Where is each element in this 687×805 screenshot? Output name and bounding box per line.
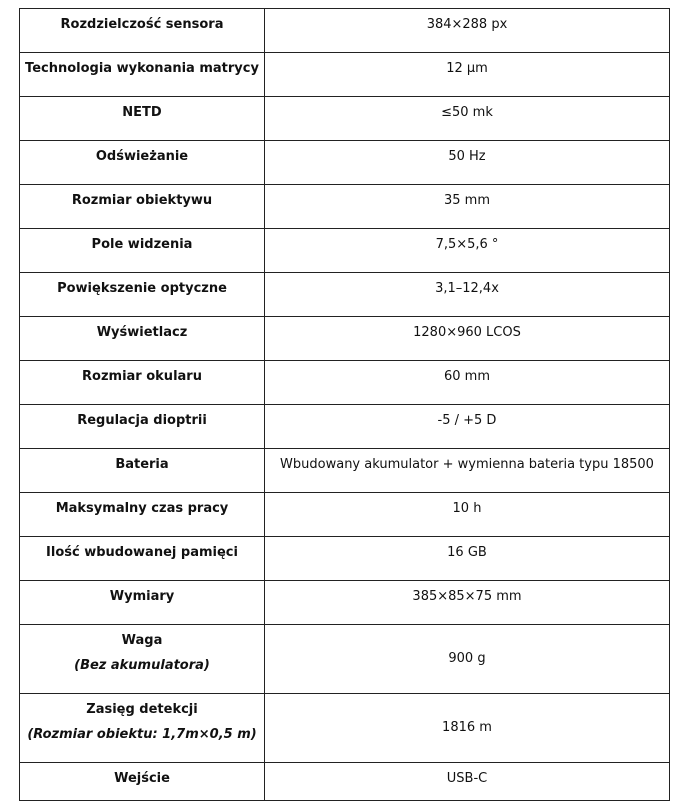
table-row xyxy=(20,317,670,361)
spec-label: Ilość wbudowanej pamięci xyxy=(20,537,265,581)
spec-label: Rozmiar obiektywu xyxy=(20,185,265,229)
spec-value: 16 GB xyxy=(265,537,670,581)
spec-value: 384×288 px xyxy=(265,9,670,53)
spec-label: Rozmiar okularu xyxy=(20,361,265,405)
table-row xyxy=(20,694,670,763)
spec-value: 50 Hz xyxy=(265,141,670,185)
table-row xyxy=(20,229,670,273)
spec-note: (Rozmiar obiektu: 1,7m×0,5 m) xyxy=(27,727,257,742)
table-row xyxy=(20,493,670,537)
table-row xyxy=(20,97,670,141)
table-row xyxy=(20,361,670,405)
spec-value: 7,5×5,6 ° xyxy=(265,229,670,273)
spec-label: Technologia wykonania matrycy xyxy=(20,53,265,97)
spec-label: NETD xyxy=(20,97,265,141)
spec-value: ≤50 mk xyxy=(265,97,670,141)
spec-label: Rozdzielczość sensora xyxy=(20,9,265,53)
spec-value: 385×85×75 mm xyxy=(265,581,670,625)
spec-value: 60 mm xyxy=(265,361,670,405)
table-row xyxy=(20,273,670,317)
spec-label: Waga xyxy=(121,633,163,648)
table-row xyxy=(20,537,670,581)
table-row xyxy=(20,185,670,229)
spec-value: 12 µm xyxy=(265,53,670,97)
spec-note: (Bez akumulatora) xyxy=(74,658,210,673)
spec-label: Regulacja dioptrii xyxy=(20,405,265,449)
table-row xyxy=(20,449,670,493)
spec-value: 1280×960 LCOS xyxy=(265,317,670,361)
spec-value: 10 h xyxy=(265,493,670,537)
table-row xyxy=(20,581,670,625)
spec-value: 3,1–12,4x xyxy=(265,273,670,317)
spec-label-cell xyxy=(20,694,265,763)
spec-table xyxy=(19,8,670,801)
spec-label: Pole widzenia xyxy=(20,229,265,273)
spec-value: 900 g xyxy=(265,625,670,694)
spec-label: Odświeżanie xyxy=(20,141,265,185)
spec-value: USB-C xyxy=(265,763,670,801)
spec-value: 35 mm xyxy=(265,185,670,229)
spec-label-cell xyxy=(20,625,265,694)
table-row xyxy=(20,141,670,185)
table-row xyxy=(20,763,670,801)
spec-label: Wymiary xyxy=(20,581,265,625)
spec-label: Bateria xyxy=(20,449,265,493)
spec-value: 1816 m xyxy=(265,694,670,763)
table-row xyxy=(20,405,670,449)
table-row xyxy=(20,53,670,97)
spec-value: Wbudowany akumulator + wymienna bateria typu 18500 xyxy=(265,449,670,493)
spec-label: Wyświetlacz xyxy=(20,317,265,361)
table-row xyxy=(20,625,670,694)
spec-label: Maksymalny czas pracy xyxy=(20,493,265,537)
spec-label: Powiększenie optyczne xyxy=(20,273,265,317)
spec-label: Wejście xyxy=(20,763,265,801)
spec-value: -5 / +5 D xyxy=(265,405,670,449)
table-row xyxy=(20,9,670,53)
spec-label: Zasięg detekcji xyxy=(86,702,198,717)
